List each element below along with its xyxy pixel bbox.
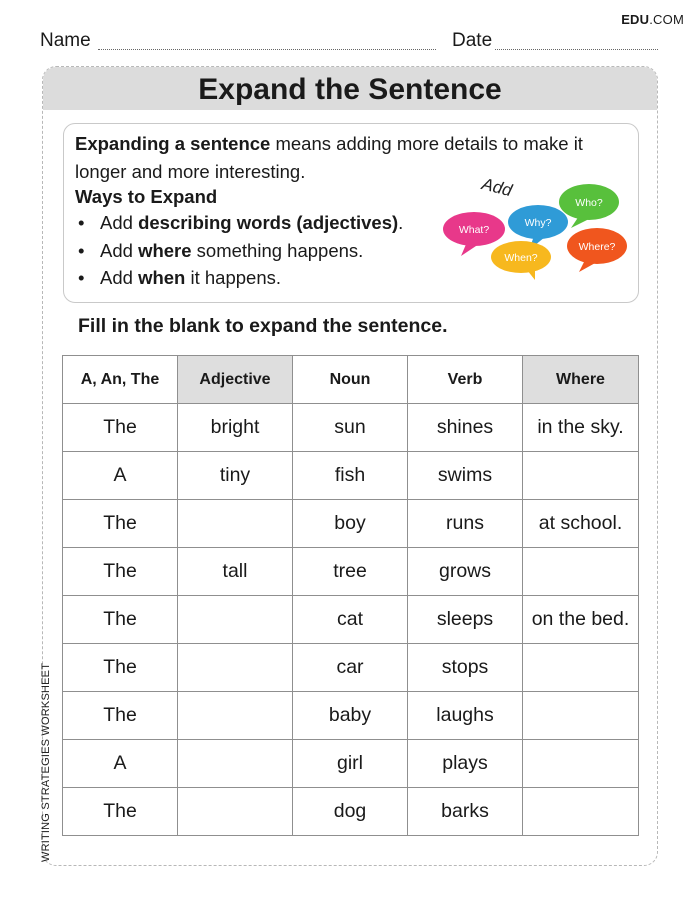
header-verb: Verb xyxy=(408,356,523,404)
cell-verb: barks xyxy=(408,788,523,836)
cell-noun: girl xyxy=(293,740,408,788)
table-row xyxy=(63,740,639,788)
name-date-row xyxy=(40,30,658,54)
cell-verb: stops xyxy=(408,644,523,692)
cell-where[interactable] xyxy=(523,740,639,788)
cell-article: A xyxy=(63,740,178,788)
brand-name: EDU xyxy=(621,12,650,27)
sentence-table xyxy=(62,355,639,836)
table-row xyxy=(63,644,639,692)
cell-article: The xyxy=(63,500,178,548)
side-label: WRITING STRATEGIES WORKSHEET xyxy=(40,662,52,862)
cell-adjective: tiny xyxy=(178,452,293,500)
brand-logo xyxy=(621,12,684,27)
table-row xyxy=(63,500,639,548)
cell-noun: car xyxy=(293,644,408,692)
header-where: Where xyxy=(523,356,639,404)
cell-noun: cat xyxy=(293,596,408,644)
cell-noun: tree xyxy=(293,548,408,596)
worksheet-frame xyxy=(42,66,658,866)
ways-title: Ways to Expand xyxy=(75,186,218,207)
cell-article: The xyxy=(63,788,178,836)
info-box xyxy=(63,123,639,303)
cell-article: The xyxy=(63,644,178,692)
cell-where[interactable] xyxy=(523,548,639,596)
cell-where: in the sky. xyxy=(523,404,639,452)
cell-article: The xyxy=(63,596,178,644)
table-row xyxy=(63,692,639,740)
name-line[interactable] xyxy=(98,49,436,50)
cell-where[interactable] xyxy=(523,692,639,740)
header-noun: Noun xyxy=(293,356,408,404)
date-line[interactable] xyxy=(495,49,658,50)
cell-adjective[interactable] xyxy=(178,740,293,788)
cell-article: The xyxy=(63,404,178,452)
cell-adjective: tall xyxy=(178,548,293,596)
intro-term: Expanding a sentence xyxy=(75,133,271,154)
date-label: Date xyxy=(452,30,493,51)
svg-text:When?: When? xyxy=(504,252,538,264)
cell-verb: sleeps xyxy=(408,596,523,644)
worksheet-title: Expand the Sentence xyxy=(43,67,657,110)
cell-where: at school. xyxy=(523,500,639,548)
cell-article: The xyxy=(63,548,178,596)
table-row xyxy=(63,548,639,596)
cell-adjective[interactable] xyxy=(178,692,293,740)
cell-where: on the bed. xyxy=(523,596,639,644)
cell-where[interactable] xyxy=(523,644,639,692)
cell-noun: baby xyxy=(293,692,408,740)
svg-text:Why?: Why? xyxy=(524,217,552,229)
cell-article: The xyxy=(63,692,178,740)
header-article: A, An, The xyxy=(63,356,178,404)
intro-definition: means adding more details to make it longer and more interesting. xyxy=(75,133,583,182)
instruction-text: Fill in the blank to expand the sentence. xyxy=(78,315,448,337)
cell-where[interactable] xyxy=(523,452,639,500)
table-body xyxy=(63,404,639,836)
cell-noun: fish xyxy=(293,452,408,500)
svg-text:Where?: Where? xyxy=(578,241,616,253)
cell-adjective: bright xyxy=(178,404,293,452)
cell-noun: sun xyxy=(293,404,408,452)
cell-verb: laughs xyxy=(408,692,523,740)
table-row xyxy=(63,452,639,500)
bubble-when xyxy=(491,241,551,280)
cell-verb: grows xyxy=(408,548,523,596)
ways-item: • Add where something happens. xyxy=(75,240,403,268)
table-row xyxy=(63,788,639,836)
ways-list xyxy=(75,212,403,295)
table-header-row xyxy=(63,356,639,404)
table-row xyxy=(63,404,639,452)
cell-verb: runs xyxy=(408,500,523,548)
cell-adjective[interactable] xyxy=(178,644,293,692)
cell-article: A xyxy=(63,452,178,500)
bubble-where xyxy=(567,228,627,272)
table-row xyxy=(63,596,639,644)
svg-text:Who?: Who? xyxy=(575,197,603,209)
ways-item: • Add describing words (adjectives). xyxy=(75,212,403,240)
ways-item: • Add when it happens. xyxy=(75,267,403,295)
brand-suffix: .COM xyxy=(649,12,684,27)
cell-adjective[interactable] xyxy=(178,788,293,836)
bubble-heading: Add xyxy=(479,174,514,201)
cell-verb: plays xyxy=(408,740,523,788)
cell-noun: boy xyxy=(293,500,408,548)
cell-noun: dog xyxy=(293,788,408,836)
cell-verb: swims xyxy=(408,452,523,500)
cell-adjective[interactable] xyxy=(178,500,293,548)
cell-adjective[interactable] xyxy=(178,596,293,644)
name-label: Name xyxy=(40,30,91,51)
bubble-who xyxy=(559,184,619,228)
svg-text:What?: What? xyxy=(458,224,490,236)
question-bubbles-graphic xyxy=(439,174,639,284)
header-adjective: Adjective xyxy=(178,356,293,404)
cell-verb: shines xyxy=(408,404,523,452)
cell-where[interactable] xyxy=(523,788,639,836)
